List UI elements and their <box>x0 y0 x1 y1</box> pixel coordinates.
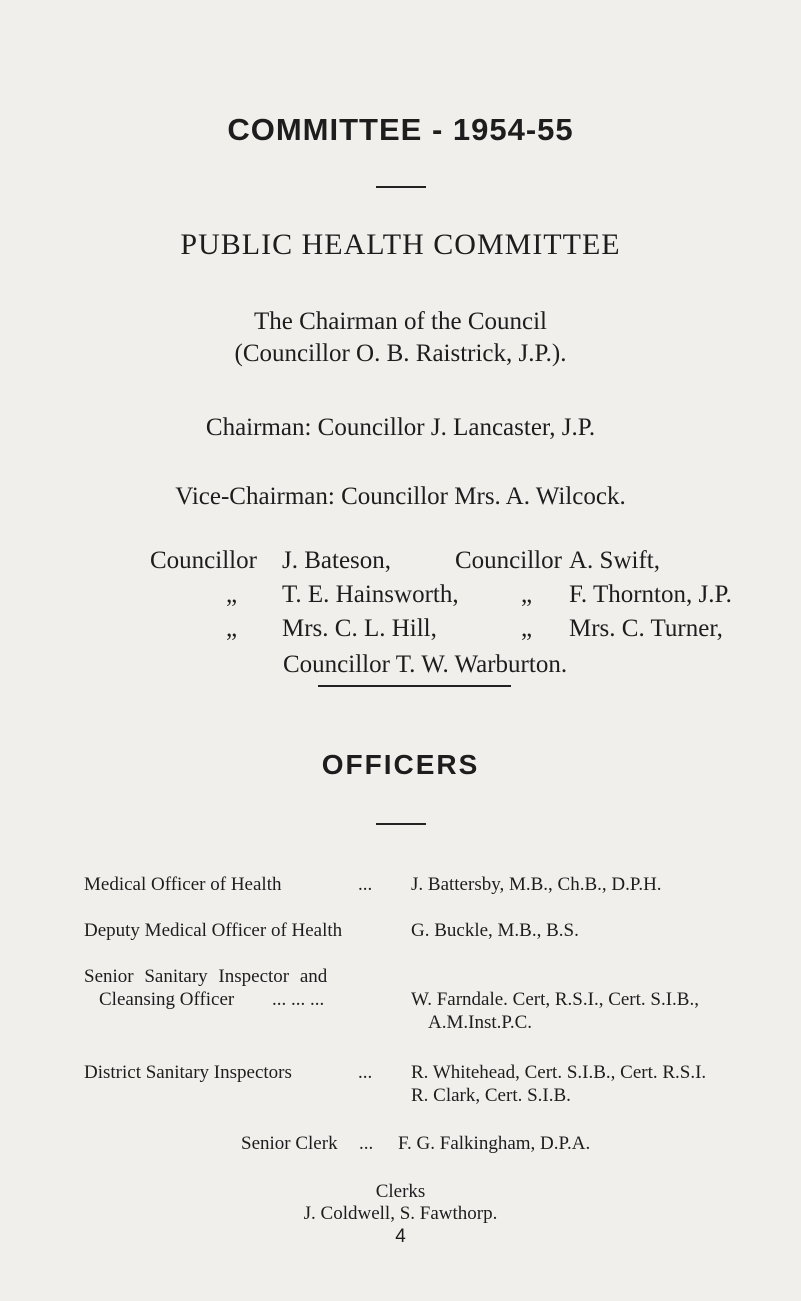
officer-name: R. Clark, Cert. S.I.B. <box>411 1085 571 1106</box>
leader-dots: ... <box>358 1062 373 1083</box>
member-name: Mrs. C. Turner, <box>569 615 723 642</box>
senior-clerk-label: Senior Clerk <box>241 1133 338 1154</box>
chairman-of-council-name: (Councillor O. B. Raistrick, J.P.). <box>234 340 567 367</box>
divider <box>376 186 426 188</box>
leader-dots: ... ... ... <box>272 989 325 1010</box>
committee-title: PUBLIC HEALTH COMMITTEE <box>180 228 621 261</box>
officer-role-continued: Cleansing Officer <box>99 989 235 1010</box>
vice-chairman-line: Vice-Chairman: Councillor Mrs. A. Wilcock. <box>175 483 626 510</box>
leader-dots: ... <box>358 874 373 895</box>
divider <box>318 685 511 687</box>
officer-role: Deputy Medical Officer of Health <box>84 920 343 941</box>
ditto-mark: „ <box>226 615 238 642</box>
member-last: Councillor T. W. Warburton. <box>283 651 568 678</box>
clerks-names: J. Coldwell, S. Fawthorp. <box>303 1203 498 1224</box>
officer-name-continued: A.M.Inst.P.C. <box>428 1012 532 1033</box>
member-name: T. E. Hainsworth, <box>282 581 459 608</box>
page-header-title: COMMITTEE - 1954-55 <box>227 112 574 147</box>
member-prefix: Councillor <box>455 547 562 574</box>
member-name: A. Swift, <box>569 547 660 574</box>
ditto-mark: „ <box>521 581 533 608</box>
senior-clerk-name: F. G. Falkingham, D.P.A. <box>398 1133 591 1154</box>
leader-dots: ... <box>359 1133 374 1154</box>
ditto-mark: „ <box>226 581 238 608</box>
member-name: F. Thornton, J.P. <box>569 581 732 608</box>
officer-role: Senior Sanitary Inspector and <box>84 966 328 987</box>
officer-role: Medical Officer of Health <box>84 874 282 895</box>
officer-name: R. Whitehead, Cert. S.I.B., Cert. R.S.I. <box>411 1062 707 1083</box>
member-name: J. Bateson, <box>282 547 392 574</box>
ditto-mark: „ <box>521 615 533 642</box>
divider <box>376 823 426 825</box>
officer-role: District Sanitary Inspectors <box>84 1062 292 1083</box>
clerks-label: Clerks <box>375 1181 426 1202</box>
chairman-line: Chairman: Councillor J. Lancaster, J.P. <box>205 414 596 441</box>
member-name: Mrs. C. L. Hill, <box>282 615 437 642</box>
officer-name: J. Battersby, M.B., Ch.B., D.P.H. <box>411 874 662 895</box>
officer-name: W. Farndale. Cert, R.S.I., Cert. S.I.B., <box>411 989 699 1010</box>
page-number: 4 <box>395 1226 406 1247</box>
member-prefix: Councillor <box>150 547 257 574</box>
officer-name: G. Buckle, M.B., B.S. <box>411 920 579 941</box>
chairman-of-council: The Chairman of the Council <box>254 308 547 335</box>
officers-title: OFFICERS <box>321 749 480 780</box>
